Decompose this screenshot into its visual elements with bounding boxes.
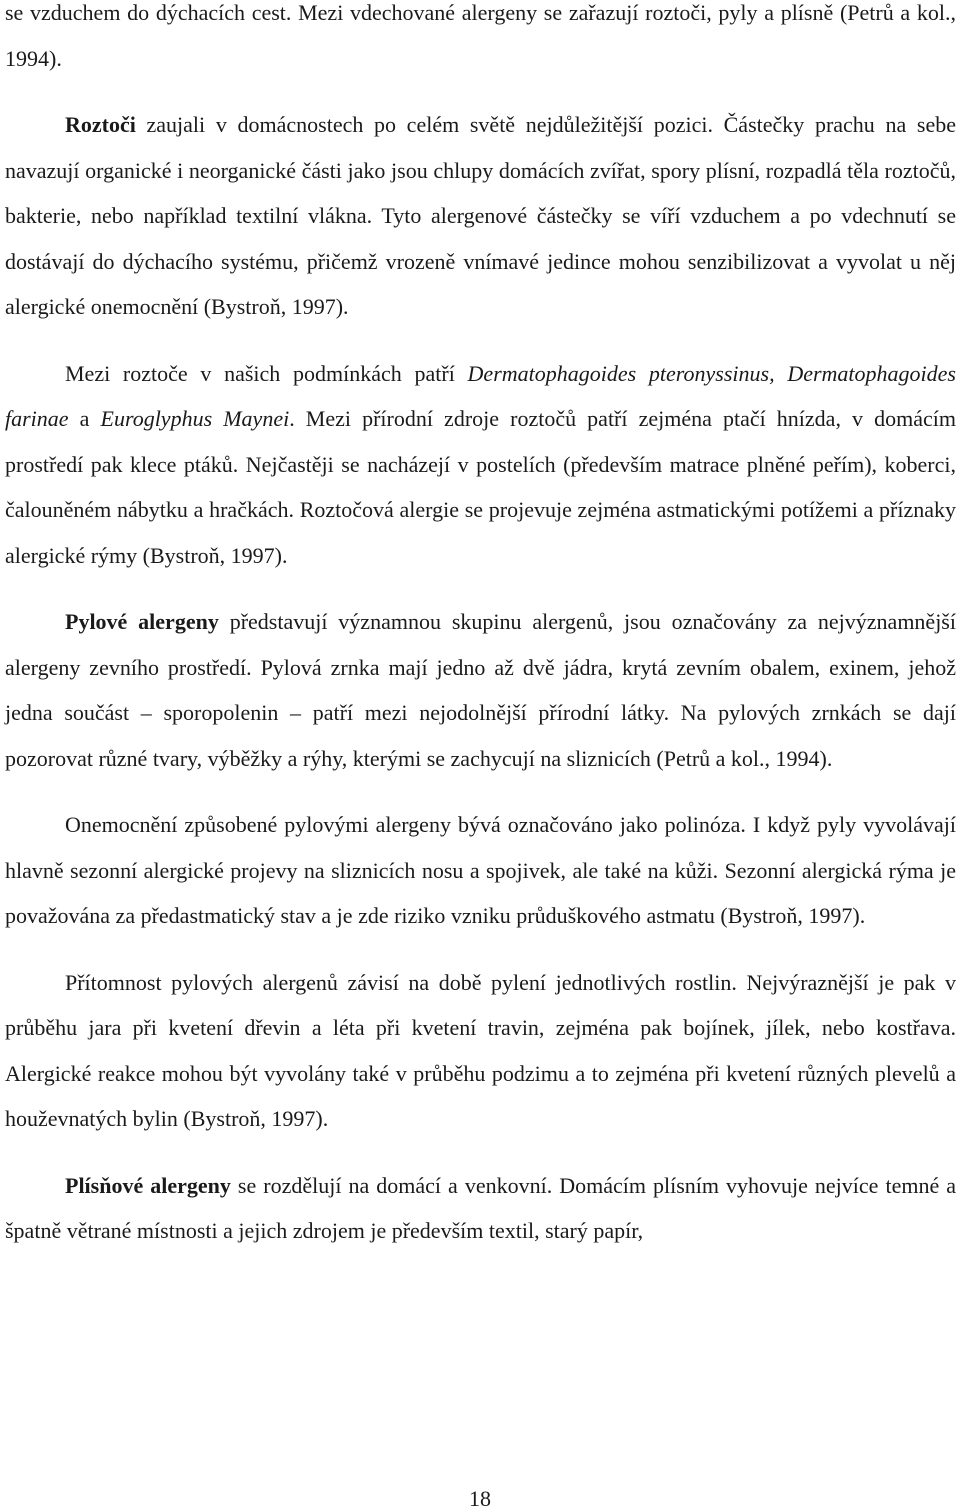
text-run: zaujali v domácnostech po celém světě nejdůležitější pozici. Částečky prachu na sebe navazují organické i neorganické části jako jsou chlupy domácích zvířat, spory plísní, rozpadlá těla roztočů, bakterie, nebo například textilní vlákna. Tyto alergenové částečky se víří vzduchem a po vdechnutí se dostávají do dýchacího systému, přičemž vrozeně vnímavé jedince mohou senzibilizovat a vyvolat u něj alergické onemocnění (Bystroň, 1997). bbox=[5, 112, 956, 319]
text-run: představují významnou skupinu alergenů, jsou označovány za nejvýznamnější alergeny zevního prostředí. Pylová zrnka mají jedno až dvě jádra, krytá zevním obalem, exinem, jehož jedna součást – sporopolenin – patří mezi nejodolnější přírodní látky. Na pylových zrnkách se dají pozorovat různé tvary, výběžky a rýhy, kterými se zachycují na sliznicích (Petrů a kol., 1994). bbox=[5, 609, 956, 771]
text-run: Mezi roztoče v našich podmínkách patří bbox=[65, 360, 468, 386]
text-run: a bbox=[68, 406, 101, 431]
page-number: 18 bbox=[469, 1486, 491, 1511]
bold-term: Pylové alergeny bbox=[65, 609, 219, 634]
paragraph bbox=[5, 102, 956, 330]
bold-term: Plísňové alergeny bbox=[65, 1172, 231, 1198]
italic-term: Dermatophagoides pteronyssinus, Dermatophagoides farinae bbox=[5, 360, 956, 431]
paragraph bbox=[5, 599, 956, 781]
paragraph bbox=[5, 0, 956, 81]
paragraph bbox=[5, 1163, 956, 1254]
italic-term: Euroglyphus Maynei bbox=[100, 406, 290, 431]
text-run: se rozdělují na domácí a venkovní. Domácím plísním vyhovuje nejvíce temné a špatně větrané místnosti a jejich zdrojem je především textil, starý papír, bbox=[5, 1172, 956, 1243]
paragraph bbox=[5, 960, 956, 1142]
paragraph bbox=[5, 802, 956, 939]
bold-term: Roztoči bbox=[65, 112, 136, 137]
paragraph bbox=[5, 351, 956, 579]
document-page bbox=[5, 0, 956, 1275]
text-run: . Mezi přírodní zdroje roztočů patří zejména ptačí hnízda, v domácím prostředí pak klece ptáků. Nejčastěji se nacházejí v postelích (především matrace plněné peřím), koberci, čalouněném nábytku a hračkách. Roztočová alergie se projevuje zejména astmatickými potížemi a příznaky alergické rýmy (Bystroň, 1997). bbox=[5, 406, 956, 568]
text-run: se vzduchem do dýchacích cest. Mezi vdechované alergeny se zařazují roztoči, pyly a plísně (Petrů a kol., 1994). bbox=[5, 0, 956, 71]
text-run: Onemocnění způsobené pylovými alergeny bývá označováno jako polinóza. I když pyly vyvolávají hlavně sezonní alergické projevy na sliznicích nosu a spojivek, ale také na kůži. Sezonní alergická rýma je považována za předastmatický stav a je zde riziko vzniku průduškového astmatu (Bystroň, 1997). bbox=[5, 812, 956, 928]
text-run: Přítomnost pylových alergenů závisí na době pylení jednotlivých rostlin. Nejvýraznější je pak v průběhu jara při kvetení dřevin a léta při kvetení travin, zejména pak bojínek, jílek, nebo kostřava. Alergické reakce mohou být vyvolány také v průběhu podzimu a to zejména při kvetení různých plevelů a houževnatých bylin (Bystroň, 1997). bbox=[5, 969, 956, 1131]
